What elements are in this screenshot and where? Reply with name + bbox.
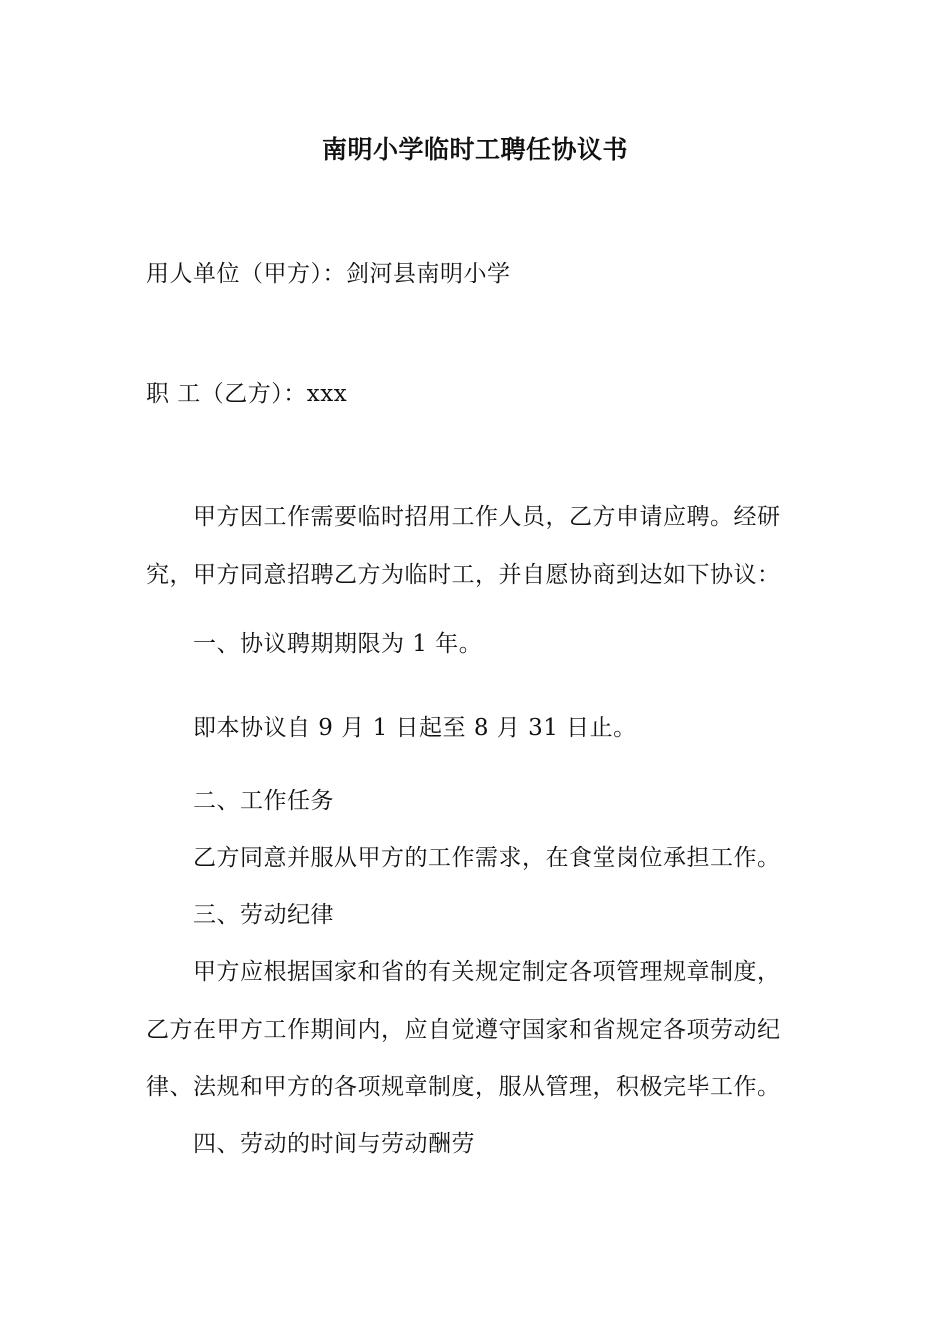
document-title: 南明小学临时工聘任协议书	[321, 135, 628, 164]
intro-line-1: 甲方因工作需要临时招用工作人员，乙方申请应聘。经研	[193, 504, 781, 530]
section3-body-line-3: 律、法规和甲方的各项规章制度，服从管理，积极完毕工作。	[146, 1074, 781, 1100]
section1-body: 即本协议自 9 月 1 日起至 8 月 31 日止。	[193, 715, 637, 741]
employee-line: 职 工（乙方）：xxx	[146, 381, 348, 407]
section3-body-line-1: 甲方应根据国家和省的有关规定制定各项管理规章制度，	[193, 959, 781, 985]
section4-heading: 四、劳动的时间与劳动酬劳	[193, 1131, 475, 1157]
section1-heading: 一、协议聘期期限为 1 年。	[193, 631, 483, 657]
section3-body-line-2: 乙方在甲方工作期间内，应自觉遵守国家和省规定各项劳动纪	[146, 1017, 781, 1043]
intro-line-2: 究，甲方同意招聘乙方为临时工，并自愿协商到达如下协议：	[146, 562, 781, 588]
section2-body: 乙方同意并服从甲方的工作需求，在食堂岗位承担工作。	[193, 845, 781, 871]
section3-heading: 三、劳动纪律	[193, 902, 334, 928]
employer-line: 用人单位（甲方）：剑河县南明小学	[146, 261, 511, 287]
section2-heading: 二、工作任务	[193, 788, 334, 814]
